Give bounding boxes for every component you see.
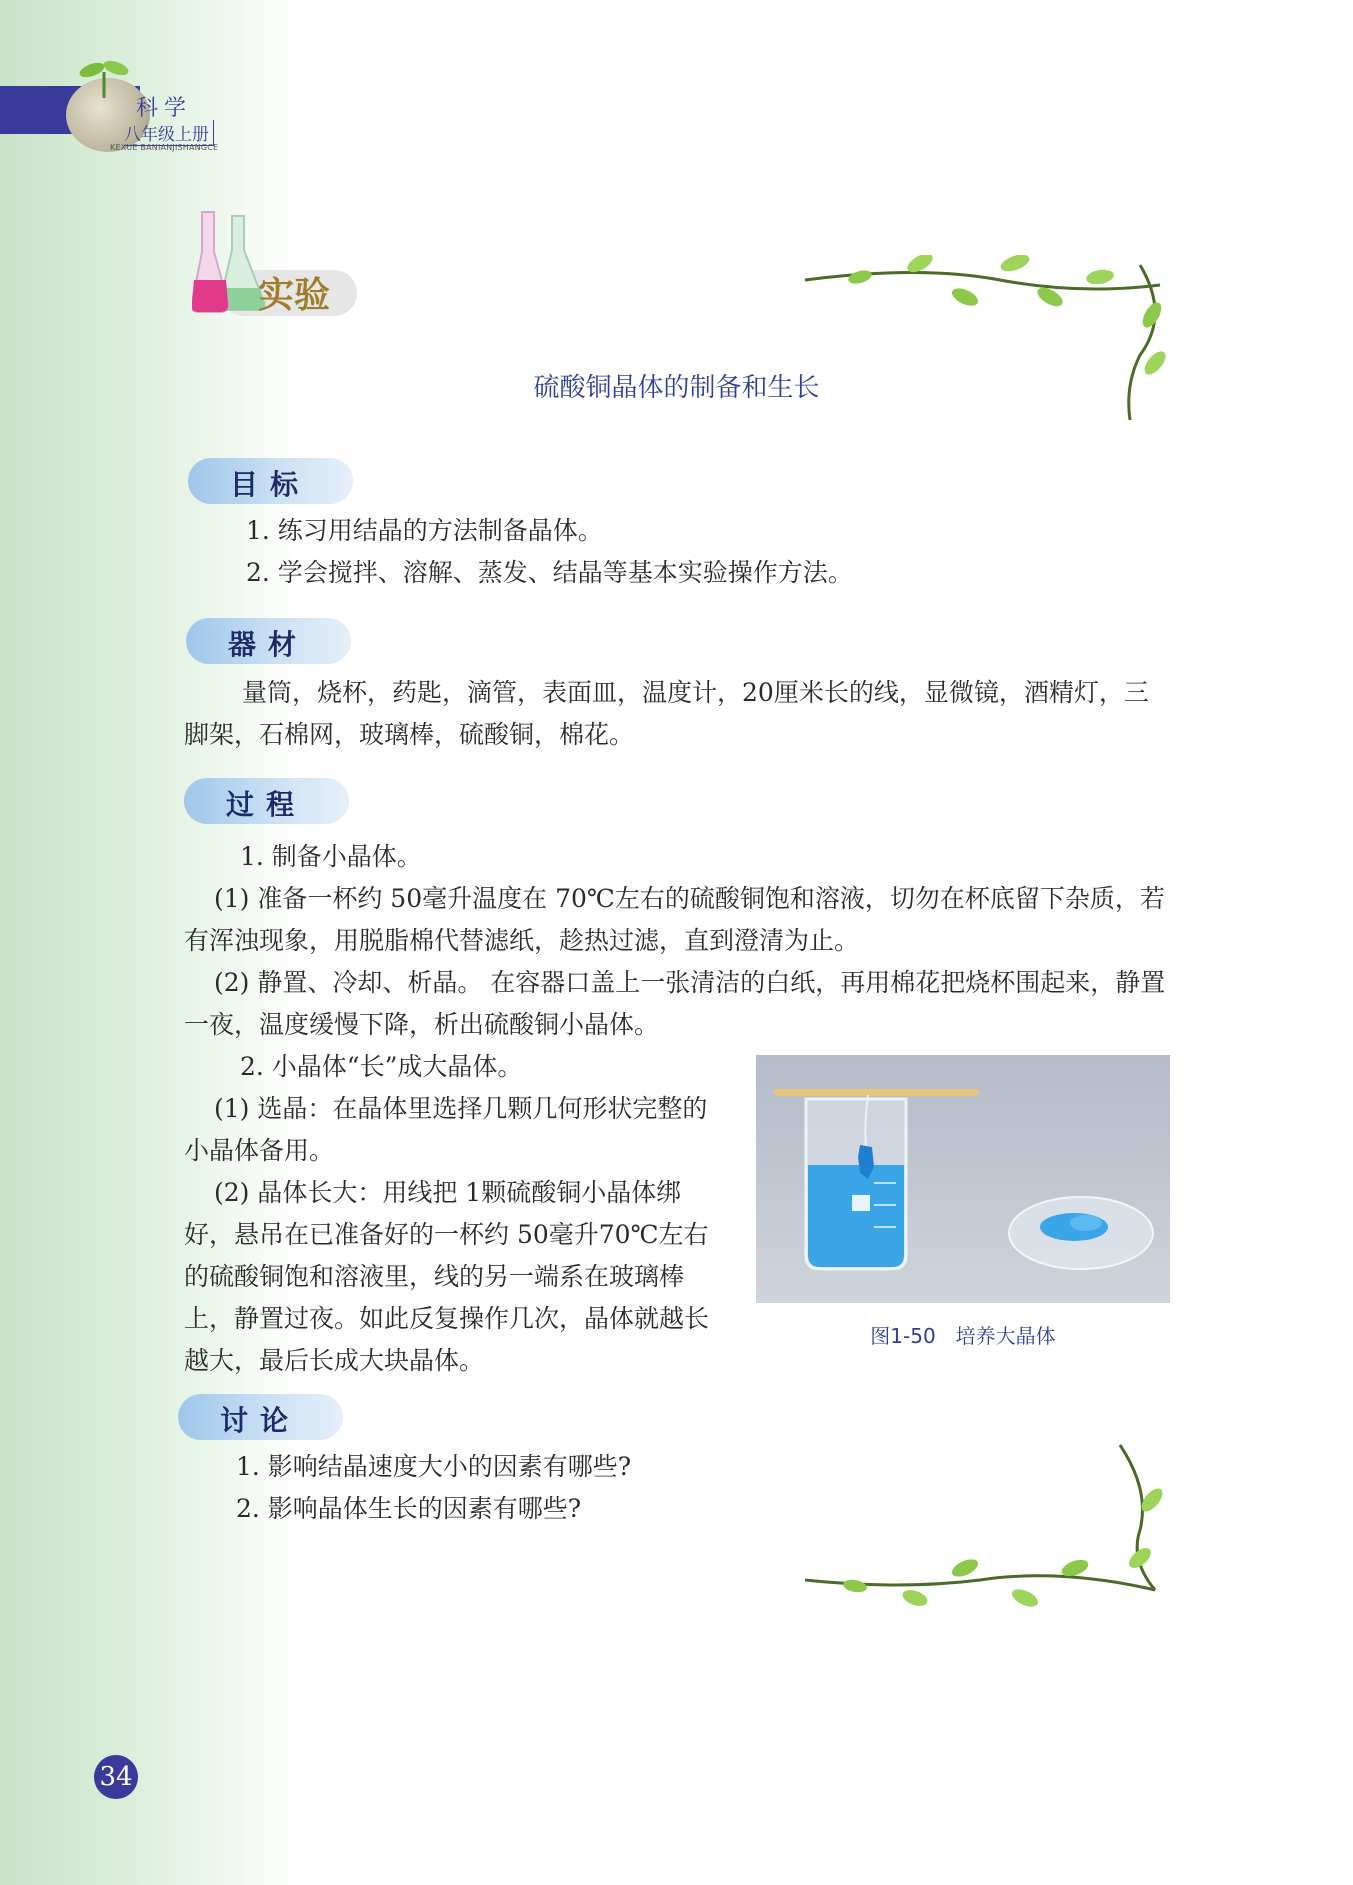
procedure-step-1-2: (2) 静置、冷却、析晶。 在容器口盖上一张清洁的白纸，再用棉花把烧杯围起来，静置一夜，温度缓慢下降，析出硫酸铜小晶体。 bbox=[184, 968, 1166, 1039]
discussion-item-1: 1. 影响结晶速度大小的因素有哪些? bbox=[236, 1452, 632, 1481]
beaker-crystal-illustration bbox=[756, 1055, 1170, 1303]
header-pinyin: KEXUE BANIANJISHANGCE bbox=[110, 143, 219, 152]
goal-item-1: 1. 练习用结晶的方法制备晶体。 bbox=[246, 516, 603, 545]
header-subject: 科学 bbox=[136, 96, 193, 121]
copper-sulfate-solution bbox=[808, 1165, 904, 1267]
procedure-heading: 过程 bbox=[226, 788, 307, 821]
figure-photo bbox=[756, 1055, 1170, 1303]
beaker-label bbox=[852, 1195, 870, 1211]
procedure-step-2: 2. 小晶体“长”成大晶体。 bbox=[240, 1052, 523, 1081]
procedure-step-1-1: (1) 准备一杯约 50毫升温度在 70℃左右的硫酸铜饱和溶液，切勿在杯底留下杂质，若有浑浊现象，用脱脂棉代替滤纸，趁热过滤，直到澄清为止。 bbox=[184, 884, 1165, 955]
experiment-label: 实验 bbox=[258, 275, 331, 316]
page-number: 34 bbox=[99, 1762, 133, 1792]
procedure-step-2-2: (2) 晶体长大：用线把 1颗硫酸铜小晶体绑好，悬吊在已准备好的一杯约 50毫升70℃左右的硫酸铜饱和溶液里，线的另一端系在玻璃棒上，静置过夜。如此反复操作几次，晶体就越长越大，最后长成大块晶体。 bbox=[184, 1178, 710, 1375]
discussion-heading: 讨论 bbox=[220, 1404, 301, 1437]
sprout-icon bbox=[70, 58, 140, 98]
procedure-step-2-1: (1) 选晶：在晶体里选择几颗几何形状完整的小晶体备用。 bbox=[184, 1094, 708, 1165]
figure-caption: 图1-50 培养大晶体 bbox=[870, 1324, 1056, 1348]
goal-item-2: 2. 学会搅拌、溶解、蒸发、结晶等基本实验操作方法。 bbox=[246, 558, 853, 587]
materials-text: 量筒，烧杯，药匙，滴管，表面皿，温度计，20厘米长的线，显微镜，酒精灯，三脚架，石棉网，玻璃棒，硫酸铜，棉花。 bbox=[184, 678, 1149, 749]
goals-heading: 目标 bbox=[230, 468, 311, 501]
procedure-step-1: 1. 制备小晶体。 bbox=[240, 842, 422, 871]
vine-decoration-bottom bbox=[800, 1440, 1180, 1620]
page-title: 硫酸铜晶体的制备和生长 bbox=[533, 373, 820, 403]
materials-heading: 器材 bbox=[228, 628, 309, 661]
header-grade: 八年级上册 bbox=[124, 120, 214, 146]
discussion-item-2: 2. 影响晶体生长的因素有哪些? bbox=[236, 1494, 582, 1523]
glass-rod bbox=[774, 1089, 979, 1096]
